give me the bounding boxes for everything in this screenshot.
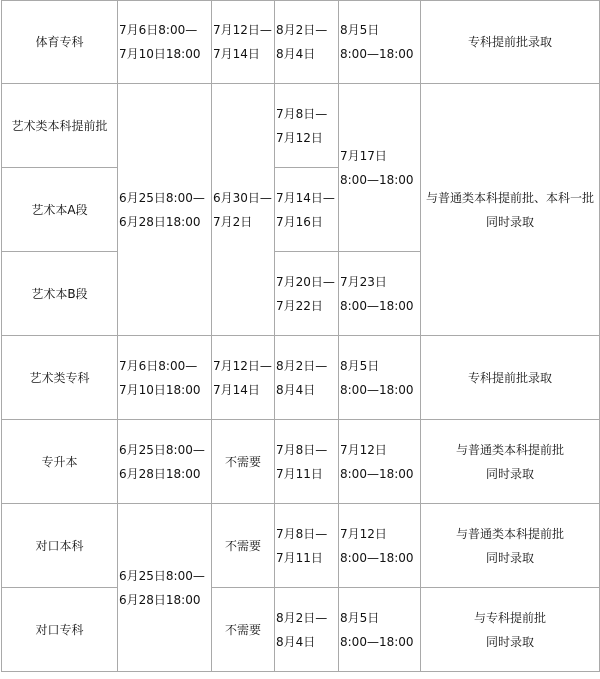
- category-cell: 对口本科: [2, 504, 118, 588]
- admission-cell: 专科提前批录取: [421, 1, 600, 84]
- admission-cell: 与普通类本科提前批、本科一批 同时录取: [421, 84, 600, 336]
- apply-time-cell: 6月25日8:00— 6月28日18:00: [118, 84, 212, 336]
- table-row: [2, 588, 600, 672]
- supplement-time-cell: 8月5日 8:00—18:00: [339, 588, 421, 672]
- category-cell: 对口专科: [2, 588, 118, 672]
- category-cell: 艺术类本科提前批: [2, 84, 118, 168]
- confirm-time-cell: 不需要: [212, 420, 275, 504]
- fill-time-cell: 7月8日— 7月11日: [275, 504, 339, 588]
- category-cell: 体育专科: [2, 1, 118, 84]
- fill-time-cell: 7月14日— 7月16日: [275, 168, 339, 252]
- confirm-time-cell: 不需要: [212, 504, 275, 588]
- admission-cell: 与普通类本科提前批 同时录取: [421, 420, 600, 504]
- confirm-time-cell: 6月30日— 7月2日: [212, 84, 275, 336]
- supplement-time-cell: 7月17日 8:00—18:00: [339, 84, 421, 252]
- supplement-time-cell: 7月23日 8:00—18:00: [339, 252, 421, 336]
- apply-time-cell: 6月25日8:00— 6月28日18:00: [118, 420, 212, 504]
- table-row: [2, 84, 600, 168]
- admission-cell: 与普通类本科提前批 同时录取: [421, 504, 600, 588]
- supplement-time-cell: 8月5日 8:00—18:00: [339, 1, 421, 84]
- confirm-time-cell: 不需要: [212, 588, 275, 672]
- schedule-table: [1, 0, 600, 672]
- table-row: [2, 1, 600, 84]
- category-cell: 艺术本A段: [2, 168, 118, 252]
- apply-time-cell: 7月6日8:00— 7月10日18:00: [118, 1, 212, 84]
- confirm-time-cell: 7月12日— 7月14日: [212, 1, 275, 84]
- table-row: [2, 336, 600, 420]
- fill-time-cell: 7月8日— 7月11日: [275, 420, 339, 504]
- category-cell: 艺术本B段: [2, 252, 118, 336]
- fill-time-cell: 7月20日— 7月22日: [275, 252, 339, 336]
- fill-time-cell: 8月2日— 8月4日: [275, 1, 339, 84]
- category-cell: 专升本: [2, 420, 118, 504]
- supplement-time-cell: 7月12日 8:00—18:00: [339, 504, 421, 588]
- table-row: [2, 420, 600, 504]
- admission-cell: 与专科提前批 同时录取: [421, 588, 600, 672]
- table-row: [2, 504, 600, 588]
- fill-time-cell: 7月8日— 7月12日: [275, 84, 339, 168]
- fill-time-cell: 8月2日— 8月4日: [275, 336, 339, 420]
- apply-time-cell: 7月6日8:00— 7月10日18:00: [118, 336, 212, 420]
- fill-time-cell: 8月2日— 8月4日: [275, 588, 339, 672]
- apply-time-cell: 6月25日8:00— 6月28日18:00: [118, 504, 212, 672]
- supplement-time-cell: 8月5日 8:00—18:00: [339, 336, 421, 420]
- admission-cell: 专科提前批录取: [421, 336, 600, 420]
- supplement-time-cell: 7月12日 8:00—18:00: [339, 420, 421, 504]
- category-cell: 艺术类专科: [2, 336, 118, 420]
- confirm-time-cell: 7月12日— 7月14日: [212, 336, 275, 420]
